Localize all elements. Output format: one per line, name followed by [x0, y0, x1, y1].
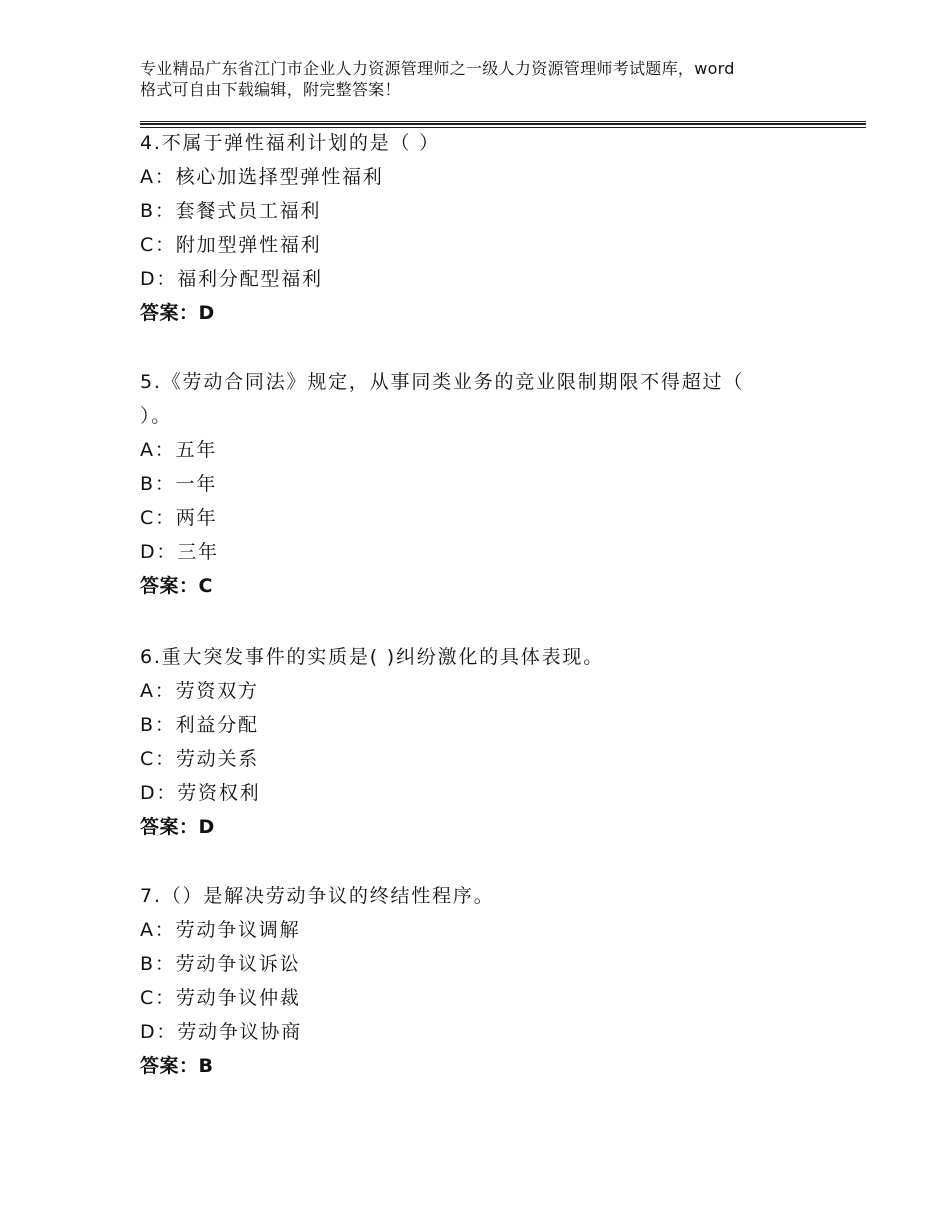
- document-header: 专业精品广东省江门市企业人力资源管理师之一级人力资源管理师考试题库，word 格式可自由下载编辑，附完整答案！: [140, 59, 735, 99]
- answer: 答案：B: [140, 1055, 214, 1077]
- option-a: A：五年: [140, 439, 218, 461]
- option-b: B：一年: [140, 473, 218, 495]
- question-stem: 4.不属于弹性福利计划的是（ ）: [140, 132, 440, 154]
- option-b: B：劳动争议诉讼: [140, 953, 301, 975]
- option-a: A：劳资双方: [140, 680, 259, 702]
- question-7: [140, 879, 780, 1083]
- option-d: D：三年: [140, 541, 219, 563]
- question-stem: 7.（）是解决劳动争议的终结性程序。: [140, 885, 495, 907]
- option-c: C：劳动关系: [140, 748, 260, 770]
- header-divider-middle: [140, 123, 866, 125]
- question-4: [140, 126, 780, 330]
- header-divider-top: [140, 121, 866, 122]
- answer: 答案：D: [140, 302, 215, 324]
- option-a: A：劳动争议调解: [140, 919, 301, 941]
- option-d: D：劳动争议协商: [140, 1021, 303, 1043]
- answer: 答案：D: [140, 816, 215, 838]
- option-c: C：劳动争议仲裁: [140, 987, 301, 1009]
- option-d: D：劳资权利: [140, 782, 261, 804]
- question-6: [140, 640, 780, 844]
- answer: 答案：C: [140, 575, 213, 597]
- option-b: B：套餐式员工福利: [140, 200, 322, 222]
- option-a: A：核心加选择型弹性福利: [140, 166, 384, 188]
- option-d: D：福利分配型福利: [140, 268, 323, 290]
- question-5: [140, 365, 780, 603]
- question-stem: 6.重大突发事件的实质是( )纠纷激化的具体表现。: [140, 646, 604, 668]
- option-b: B：利益分配: [140, 714, 259, 736]
- question-stem: 5.《劳动合同法》规定，从事同类业务的竞业限制期限不得超过（ ）。: [140, 371, 745, 427]
- option-c: C：两年: [140, 507, 218, 529]
- option-c: C：附加型弹性福利: [140, 234, 322, 256]
